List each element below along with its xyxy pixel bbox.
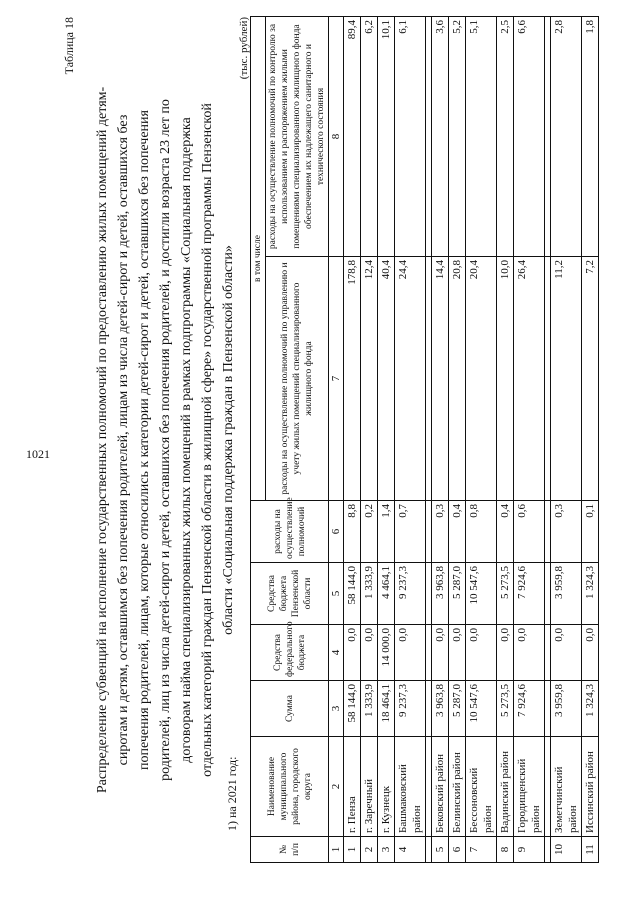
cell-costs: 1,4 [378, 501, 395, 563]
cell-no: 6 [449, 837, 466, 863]
subvention-table [250, 16, 599, 863]
header-col8: расходы на осуществление полномочий по контролю за использованием и распоряжением жилыми помещениями специализированного жилищного фонда обеспечением их надлежащего санитарного и технического состояния [266, 16, 329, 256]
cell-c8: 6,1 [395, 16, 426, 256]
cell-no: 11 [582, 837, 599, 863]
header-costs: расходы на осуществление полномочий [251, 501, 329, 563]
cell-no: 4 [395, 837, 426, 863]
cell-c7: 14,4 [432, 257, 449, 501]
title-line: сиротам и детям, оставшимся без попечения родителей, лицам из числа детей-сирот и детей, оставшихся без [116, 114, 131, 766]
cell-sum: 3 959,8 [551, 681, 582, 737]
cell-sum: 5 273,5 [497, 681, 514, 737]
table-row [449, 16, 466, 862]
column-number: 6 [329, 501, 344, 563]
title-line: родителей, лиц из числа детей-сирот и детей, оставшихся без попечения родителей, и достигли возраста 23 лет по [158, 99, 173, 781]
table-row [582, 16, 599, 862]
cell-fed: 0,0 [466, 625, 497, 681]
column-number: 2 [329, 737, 344, 837]
cell-fed: 0,0 [449, 625, 466, 681]
cell-costs: 0,3 [551, 501, 582, 563]
table-row [551, 16, 582, 862]
title-line: Распределение субвенций на исполнение государственных полномочий по предоставлению жилых помещений детям- [95, 86, 110, 794]
cell-c8: 3,6 [432, 16, 449, 256]
cell-costs: 0,4 [449, 501, 466, 563]
cell-name: г. Кузнецк [378, 737, 395, 837]
cell-costs: 0,2 [361, 501, 378, 563]
cell-name: Бессоновский район [466, 737, 497, 837]
cell-name: Городищенский район [514, 737, 545, 837]
cell-sum: 18 464,1 [378, 681, 395, 737]
cell-no: 5 [432, 837, 449, 863]
cell-no: 10 [551, 837, 582, 863]
column-number: 5 [329, 563, 344, 625]
table-row [344, 16, 361, 862]
cell-reg: 9 237,3 [395, 563, 426, 625]
cell-c7: 11,2 [551, 257, 582, 501]
cell-c8: 2,8 [551, 16, 582, 256]
table-row [395, 16, 426, 862]
column-numbers-row [329, 16, 344, 862]
header-sum: Сумма [251, 681, 329, 737]
cell-reg: 3 963,8 [432, 563, 449, 625]
cell-name: Иссинский район [582, 737, 599, 837]
cell-c7: 24,4 [395, 257, 426, 501]
cell-fed: 0,0 [582, 625, 599, 681]
table-body [344, 16, 599, 862]
cell-c7: 7,2 [582, 257, 599, 501]
cell-no: 9 [514, 837, 545, 863]
cell-c7: 20,8 [449, 257, 466, 501]
units-label: (тыс. рублей) [238, 17, 250, 80]
cell-fed: 0,0 [551, 625, 582, 681]
cell-sum: 9 237,3 [395, 681, 426, 737]
cell-costs: 0,8 [466, 501, 497, 563]
cell-sum: 58 144,0 [344, 681, 361, 737]
title-line: области «Социальная поддержка граждан в Пензенской области» [221, 245, 236, 635]
cell-c8: 10,1 [378, 16, 395, 256]
cell-costs: 0,4 [497, 501, 514, 563]
column-number: 1 [329, 837, 344, 863]
cell-name: Башмаковский район [395, 737, 426, 837]
cell-fed: 0,0 [432, 625, 449, 681]
cell-c8: 5,2 [449, 16, 466, 256]
table-row [466, 16, 497, 862]
cell-reg: 5 287,0 [449, 563, 466, 625]
cell-reg: 4 464,1 [378, 563, 395, 625]
cell-fed: 0,0 [514, 625, 545, 681]
cell-reg: 1 333,9 [361, 563, 378, 625]
table-row [378, 16, 395, 862]
cell-sum: 1 333,9 [361, 681, 378, 737]
table-label: Таблица 18 [62, 17, 76, 75]
title-line: попечения родителей, лицам, которые относились к категории детей-сирот и детей, оставшихся без попечения [137, 110, 152, 770]
table-row [514, 16, 545, 862]
cell-costs: 0,1 [582, 501, 599, 563]
cell-c7: 40,4 [378, 257, 395, 501]
cell-sum: 5 287,0 [449, 681, 466, 737]
cell-sum: 1 324,3 [582, 681, 599, 737]
cell-costs: 8,8 [344, 501, 361, 563]
header-including: в том числе [251, 16, 266, 500]
cell-c8: 6,6 [514, 16, 545, 256]
cell-reg: 58 144,0 [344, 563, 361, 625]
cell-no: 2 [361, 837, 378, 863]
column-number: 7 [329, 257, 344, 501]
title-line: договорам найма специализированных жилых помещений в рамках подпрограммы «Социальная поддержка [179, 117, 194, 763]
cell-c8: 1,8 [582, 16, 599, 256]
cell-no: 1 [344, 837, 361, 863]
header-no: № п/п [251, 837, 329, 863]
title-line: отдельных категорий граждан Пензенской области в жилищной сфере» государственной программы Пензенской [200, 103, 215, 777]
cell-c8: 2,5 [497, 16, 514, 256]
table-row [432, 16, 449, 862]
column-number: 3 [329, 681, 344, 737]
page-number: 1021 [26, 447, 50, 461]
cell-no: 7 [466, 837, 497, 863]
cell-fed: 0,0 [361, 625, 378, 681]
cell-name: г. Заречный [361, 737, 378, 837]
cell-reg: 5 273,5 [497, 563, 514, 625]
table-row [497, 16, 514, 862]
cell-costs: 0,3 [432, 501, 449, 563]
cell-name: Вадинский район [497, 737, 514, 837]
cell-name: Бековский район [432, 737, 449, 837]
header-row-1 [251, 16, 266, 862]
header-name: Наименование муниципального района, городского округа [251, 737, 329, 837]
cell-reg: 3 959,8 [551, 563, 582, 625]
cell-fed: 14 000,0 [378, 625, 395, 681]
cell-costs: 0,6 [514, 501, 545, 563]
cell-fed: 0,0 [344, 625, 361, 681]
column-number: 4 [329, 625, 344, 681]
cell-name: Белинский район [449, 737, 466, 837]
cell-name: Земетчинский район [551, 737, 582, 837]
cell-reg: 1 324,3 [582, 563, 599, 625]
cell-c7: 12,4 [361, 257, 378, 501]
column-number: 8 [329, 16, 344, 256]
header-regional: Средства бюджета Пензенской области [251, 563, 329, 625]
cell-fed: 0,0 [395, 625, 426, 681]
document-title [92, 17, 239, 863]
cell-reg: 7 924,6 [514, 563, 545, 625]
cell-name: г. Пенза [344, 737, 361, 837]
cell-sum: 3 963,8 [432, 681, 449, 737]
header-col7: расходы на осуществление полномочий по управлению и учету жилых помещений специализированного жилищного фонда [266, 257, 329, 501]
cell-reg: 10 547,6 [466, 563, 497, 625]
cell-c7: 26,4 [514, 257, 545, 501]
header-federal: Средства федерального бюджета [251, 625, 329, 681]
subtitle: 1) на 2021 год: [225, 756, 239, 831]
cell-no: 8 [497, 837, 514, 863]
cell-c7: 20,4 [466, 257, 497, 501]
cell-c7: 10,0 [497, 257, 514, 501]
table-row [361, 16, 378, 862]
cell-c8: 5,1 [466, 16, 497, 256]
cell-c8: 6,2 [361, 16, 378, 256]
cell-fed: 0,0 [497, 625, 514, 681]
cell-costs: 0,7 [395, 501, 426, 563]
cell-c7: 178,8 [344, 257, 361, 501]
cell-no: 3 [378, 837, 395, 863]
cell-sum: 7 924,6 [514, 681, 545, 737]
cell-c8: 89,4 [344, 16, 361, 256]
cell-sum: 10 547,6 [466, 681, 497, 737]
